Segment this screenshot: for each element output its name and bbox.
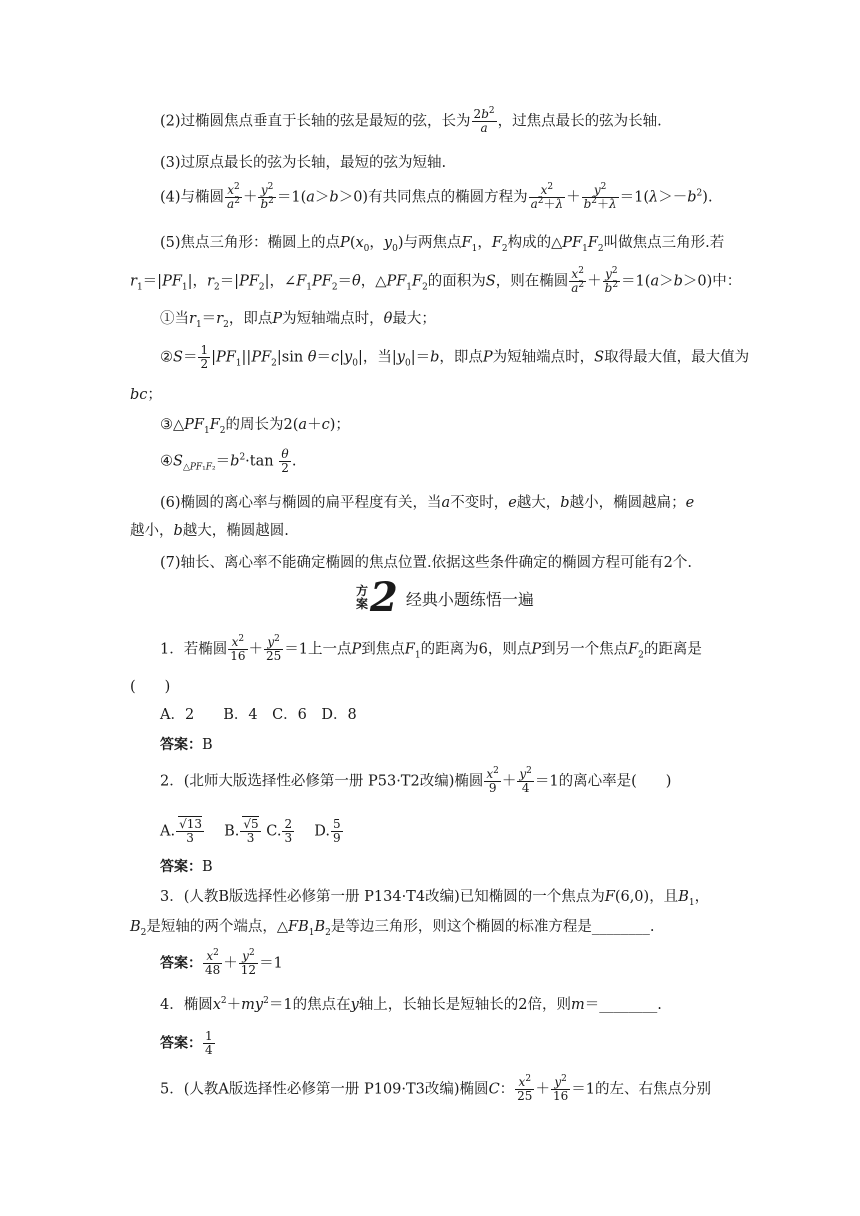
conclusion-1: ①当$r_1=r_2$，即点P为短轴端点时，θ最大；	[160, 311, 436, 330]
problem-1-options: A．2 B．4 C．6 D．8	[160, 707, 357, 723]
problem-2: 2．(北师大版选择性必修第一册 P53·T2改编)椭圆 $\frac{x^2}{9}$ ＋ $\frac{y^2}{4}$ ＝1的离心率是( )	[160, 766, 672, 795]
problem-3-cont: $B_2$是短轴的两个端点，$\triangle FB_1B_2$是等边三角形，则这个椭圆的标准方程是________.	[130, 919, 655, 938]
point-6-line2: 越小，b越大，椭圆越圆.	[130, 523, 289, 539]
point-5-line2: $r_1=|PF_1|$，$r_2=|PF_2|$，$\angle F_1PF_2=\theta$，$\triangle PF_1F_2$的面积为S，则在椭圆 $\frac{x^2}{a^2}$ ＋ $\frac{y^2}{b^2}$ ＝1(a＞b＞0)中：	[130, 266, 742, 295]
answer-4: 答案： $\frac{1}{4}$	[160, 1029, 213, 1057]
problem-1-paren: ( )	[130, 679, 171, 695]
answer-1: 答案：B	[160, 737, 213, 753]
point-3: (3)过原点最长的弦为长轴，最短的弦为短轴.	[160, 155, 447, 171]
point-5-line1: (5)焦点三角形：椭圆上的点$P(x_0$，$y_0$)与两焦点$F_1$，$F_2$构成的$\triangle PF_1F_2$叫做焦点三角形.若	[160, 235, 725, 254]
conclusion-4: $④S_{\triangle PF_1F_2}=b^2\cdot\tan$ $\frac{\theta}{2}$ .	[160, 447, 297, 475]
problem-3: 3．(人教B版选择性必修第一册 P134·T4改编)已知椭圆的一个焦点为F(6,0)，且$B_1$，	[160, 889, 710, 908]
problem-5: 5．(人教A版选择性必修第一册 P109·T3改编)椭圆C： $\frac{x^2}{25}$ ＋ $\frac{y^2}{16}$ ＝1的左、右焦点分别	[160, 1074, 711, 1103]
point-6-line1: (6)椭圆的离心率与椭圆的扁平程度有关，当a不变时，e越大，b越小，椭圆越扁；e	[160, 495, 695, 511]
fraction: $\frac{2b^2}{a}$	[473, 106, 495, 135]
problem-2-options: A. $\frac{√13}{3}$ B. $\frac{√5}{3}$ C. $\frac{2}{3}$ D. $\frac{5}{9}$	[160, 817, 341, 845]
answer-3: 答案： $\frac{x^2}{48}$ ＋ $\frac{y^2}{12}$ ＝1	[160, 948, 283, 977]
conclusion-2-cont: bc；	[130, 387, 162, 403]
conclusion-2: ②S＝ $\frac{1}{2}$ $|PF_1||PF_2|\sin$ $\theta=c|y_0|$，当$|y_0|=b$，即点P为短轴端点时，S取得最大值，最大值为	[160, 343, 750, 371]
banner-number: 2	[370, 574, 398, 621]
problem-4: 4．椭圆$x^2+my^2=1$的焦点在y轴上，长轴长是短轴长的2倍，则m＝________.	[160, 996, 662, 1013]
banner-prefix: 方 案	[356, 584, 369, 611]
banner-title: 经典小题练悟一遍	[405, 589, 534, 609]
conclusion-3: $③\triangle PF_1F_2$的周长为2(a＋c)；	[160, 417, 350, 436]
answer-2: 答案：B	[160, 859, 213, 875]
point-2: (2)过椭圆焦点垂直于长轴的弦是最短的弦，长为 $\frac{2b^2}{a}$ ，过焦点最长的弦为长轴.	[160, 106, 662, 135]
point-4: (4)与椭圆 $\frac{x^2}{a^2}$ ＋ $\frac{y^2}{b^2}$ ＝1(a＞b＞0)有共同焦点的椭圆方程为 $\frac{x^2}{a^2+\lambda}$ ＋ $\frac{y^2}{b^2+\lambda}$ $=1(\lambda>-b^2)$.	[160, 182, 713, 211]
point-7: (7)轴长、离心率不能确定椭圆的焦点位置.依据这些条件确定的椭圆方程可能有2个.	[160, 555, 692, 571]
section-banner	[356, 574, 534, 621]
problem-1: 1．若椭圆 $\frac{x^2}{16}$ ＋ $\frac{y^2}{25}$ ＝1上一点P到焦点$F_1$的距离为6，则点P到另一个焦点$F_2$的距离是	[160, 634, 702, 663]
